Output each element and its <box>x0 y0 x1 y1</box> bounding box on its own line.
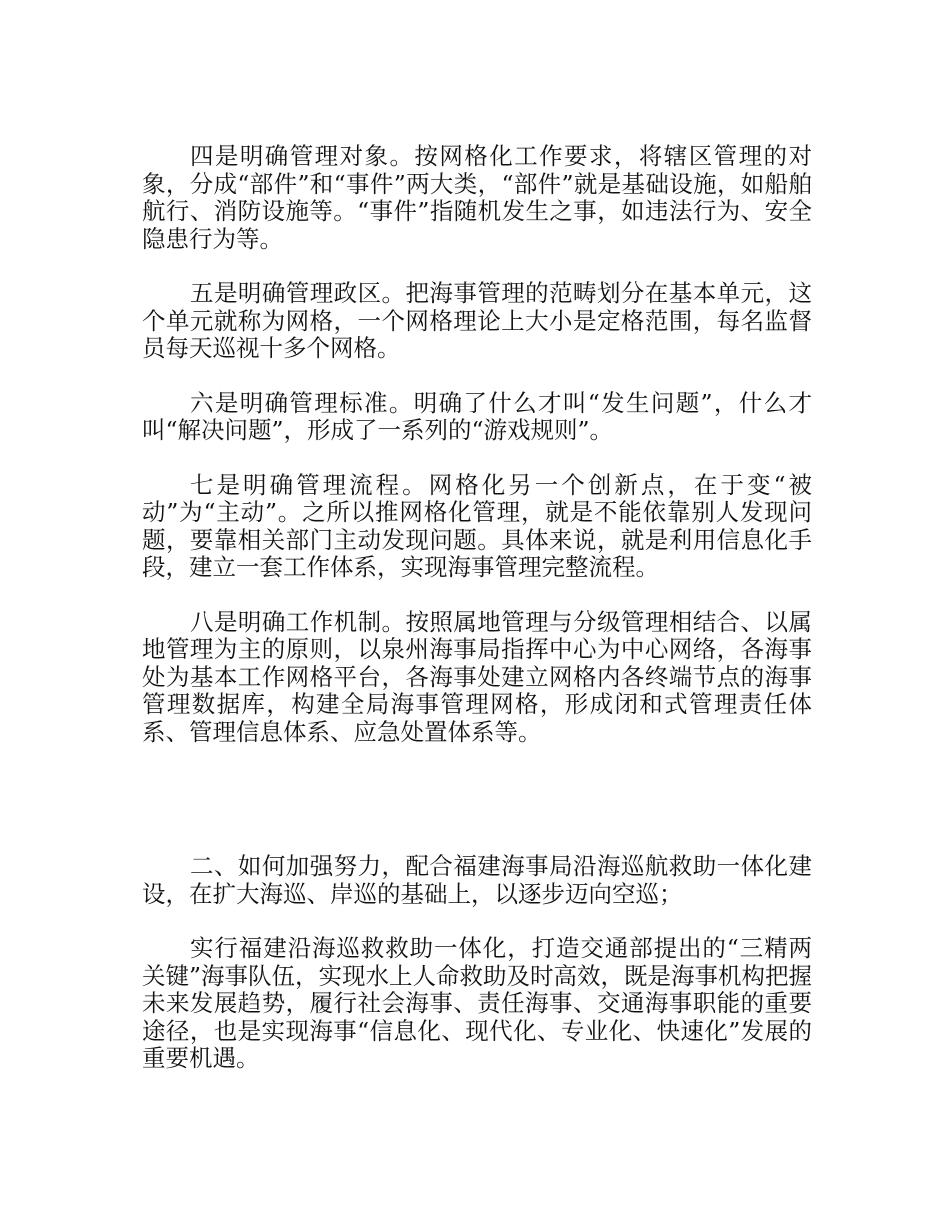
document-body <box>142 143 812 1100</box>
paragraph-integration: 实行福建沿海巡救救助一体化，打造交通部提出的“三精两关键”海事队伍，实现水上人命救助及时高效，既是海事机构把握未来发展趋势，履行社会海事、责任海事、交通海事职能的重要途径，也是实现海事“信息化、现代化、专业化、快速化”发展的重要机遇。 <box>142 934 813 1072</box>
paragraph-management-process: 七是明确管理流程。网格化另一个创新点，在于变“被动”为“主动”。之所以推网格化管理，就是不能依靠别人发现问题，要靠相关部门主动发现问题。具体来说，就是利用信息化手段，建立一套工作体系，实现海事管理完整流程。 <box>142 470 812 581</box>
section-heading-paragraph: 二、如何加强努力，配合福建海事局沿海巡航救助一体化建设，在扩大海巡、岸巡的基础上，以逐步迈向空巡； <box>142 852 812 908</box>
paragraph-management-objects: 四是明确管理对象。按网格化工作要求，将辖区管理的对象，分成“部件”和“事件”两大类，“部件”就是基础设施，如船舶航行、消防设施等。“事件”指随机发生之事，如违法行为、安全隐患行为等。 <box>142 142 812 253</box>
section-spacer <box>142 773 812 853</box>
paragraph-management-zones: 五是明确管理政区。把海事管理的范畴划分在基本单元，这个单元就称为网格，一个网格理论上大小是定格范围，每名监督员每天巡视十多个网格。 <box>142 279 812 362</box>
paragraph-management-standards: 六是明确管理标准。明确了什么才叫“发生问题”，什么才叫“解决问题”，形成了一系列的“游戏规则”。 <box>142 388 812 444</box>
paragraph-work-mechanism: 八是明确工作机制。按照属地管理与分级管理相结合、以属地管理为主的原则，以泉州海事局指挥中心为中心网络，各海事处为基本工作网格平台，各海事处建立网格内各终端节点的海事管理数据库，构建全局海事管理网格，形成闭和式管理责任体系、管理信息体系、应急处置体系等。 <box>142 607 812 746</box>
